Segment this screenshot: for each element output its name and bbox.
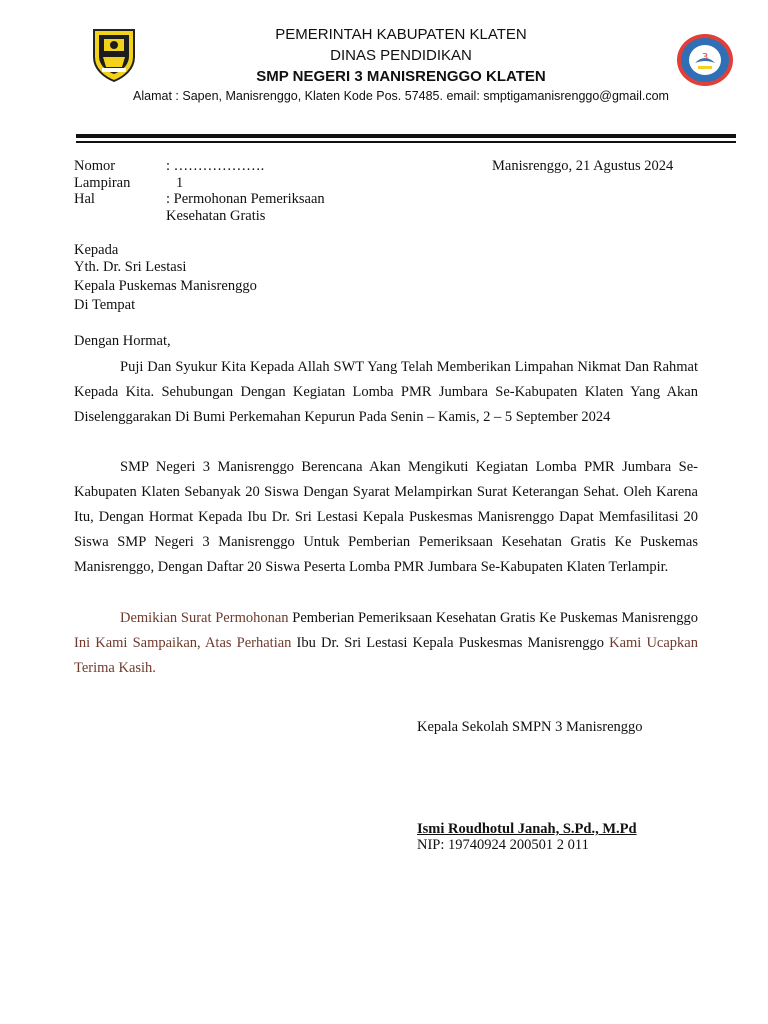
paragraph-2: SMP Negeri 3 Manisrenggo Berencana Akan Mengikuti Kegiatan Lomba PMR Jumbara Se-Kabupaten Klaten Sebanyak 20 Siswa Dengan Syarat Melampirkan Surat Keterangan Sehat. Oleh Karena Itu, Dengan Hormat Kepada Ibu Dr. Sri Lestasi Kepala Puskesmas Manisrenggo Dapat Memfasilitasi 20 Siswa SMP Negeri 3 Manisrenggo Untuk Pemberian Pemeriksaan Kesehatan Gratis Ke Puskemas Manisrenggo, Dengan Daftar 20 Siswa Peserta Lomba PMR Jumbara Se-Kabupaten Klaten Terlampir.	[74, 459, 698, 575]
recipient-kepada: Kepada	[74, 242, 119, 258]
signature-name: Ismi Roudhotul Janah, S.Pd., M.Pd	[417, 821, 637, 837]
lampiran-label: Lampiran	[74, 175, 131, 191]
nomor-value: : ……………….	[166, 158, 265, 174]
hal-value-line2: Kesehatan Gratis	[166, 208, 266, 224]
paragraph-3-part-c: Ini Kami Sampaikan, Atas Perhatian	[74, 635, 292, 651]
letterhead-address: Alamat : Sapen, Manisrenggo, Klaten Kode Pos. 57485. email: smptigamanisrenggo@gmail.com	[133, 89, 669, 103]
letter-date: Manisrenggo, 21 Agustus 2024	[492, 158, 674, 174]
paragraph-3-part-e: Kami Ucapkan Terima Kasih.	[74, 635, 698, 676]
hal-label: Hal	[74, 191, 95, 207]
nomor-label: Nomor	[74, 158, 116, 174]
signature-nip: NIP: 19740924 200501 2 011	[417, 837, 589, 853]
letterhead-government: PEMERINTAH KABUPATEN KLATEN	[275, 26, 527, 43]
paragraph-1: Puji Dan Syukur Kita Kepada Allah SWT Yang Telah Memberikan Limpahan Nikmat Dan Rahmat Kepada Kita. Sehubungan Dengan Kegiatan Lomba PMR Jumbara Se-Kabupaten Klaten Yang Akan Diselenggarakan Di Bumi Perkemahan Kepurun Pada Senin – Kamis, 2 – 5 September 2024	[74, 359, 698, 425]
lampiran-value: 1	[176, 175, 184, 191]
paragraph-3-part-d: Ibu Dr. Sri Lestasi Kepala Puskesmas Manisrenggo	[291, 635, 610, 651]
letterhead-divider-thin	[76, 141, 736, 143]
signature-title: Kepala Sekolah SMPN 3 Manisrenggo	[417, 719, 643, 735]
salutation: Dengan Hormat,	[74, 333, 171, 349]
letterhead-divider-thick	[76, 134, 736, 138]
hal-value-line1: : Permohonan Pemeriksaan	[166, 191, 325, 207]
paragraph-3-part-a: Demikian Surat Permohonan	[120, 610, 289, 626]
svg-text:3: 3	[701, 52, 709, 63]
letterhead-school-name: SMP NEGERI 3 MANISRENGGO KLATEN	[256, 68, 546, 85]
recipient-name: Yth. Dr. Sri Lestasi	[74, 259, 187, 275]
paragraph-3-part-b: Pemberian Pemeriksaan Kesehatan Gratis Ke Puskemas Manisrenggo	[288, 610, 698, 626]
recipient-position: Kepala Puskemas Manisrenggo	[74, 278, 257, 294]
letterhead-department: DINAS PENDIDIKAN	[330, 47, 472, 64]
paragraph-3	[74, 606, 698, 681]
recipient-place: Di Tempat	[74, 297, 136, 313]
